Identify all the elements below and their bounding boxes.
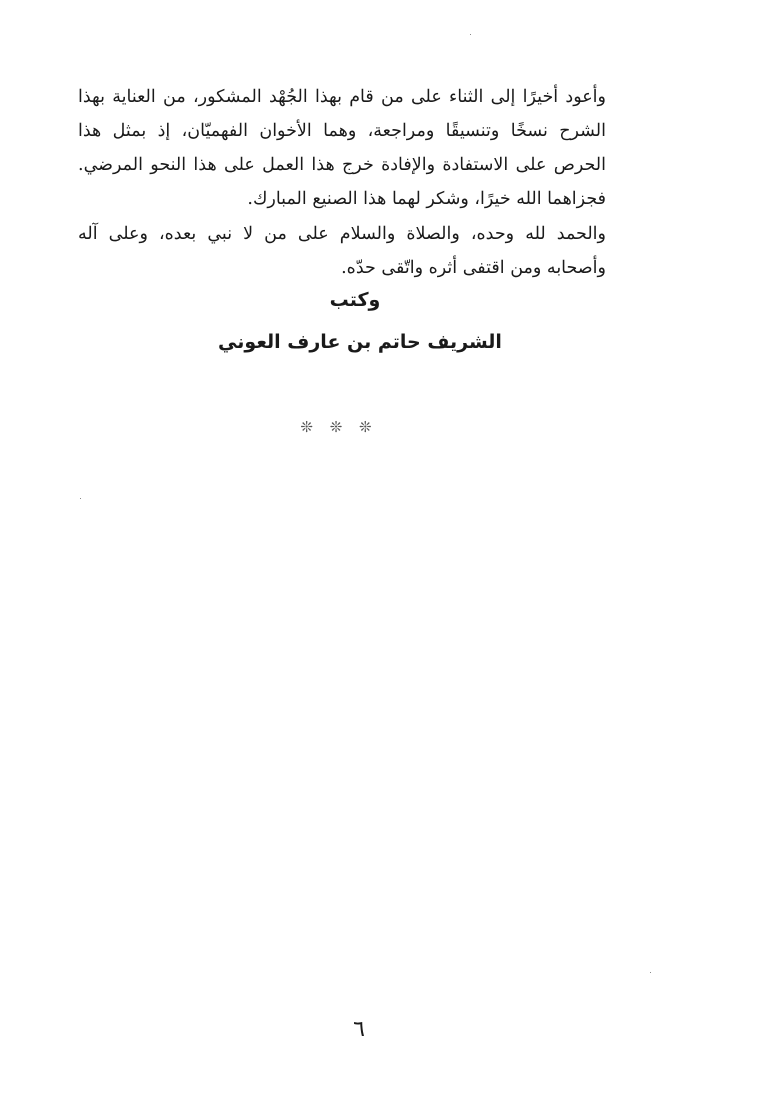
page-number: ٦: [353, 1017, 365, 1042]
closing-word: وكتب: [329, 289, 381, 311]
section-separator: ❊ ❊ ❊: [300, 418, 378, 436]
paragraph-acknowledgement: وأعود أخيرًا إلى الثناء على من قام بهذا الجُهْد المشكور، من العناية بهذا الشرح نسخًا وتنسيقًا ومراجعة، وهما الأخوان الفهميّان، إذ بمثل هذا الحرص على الاستفادة والإفادة خرج هذا العمل على هذا النحو المرضي. فجزاهما الله خيرًا، وشكر لهما هذا الصنيع المبارك.: [78, 87, 606, 209]
scan-speck: [650, 972, 651, 973]
scan-speck: [470, 34, 471, 35]
scan-speck: [80, 498, 81, 499]
paragraph-praise: والحمد لله وحده، والصلاة والسلام على من لا نبي بعده، وعلى آله وأصحابه ومن اقتفى أثره واتّقى حدّه.: [78, 224, 606, 278]
author-signature: الشريف حاتم بن عارف العوني: [218, 331, 502, 353]
